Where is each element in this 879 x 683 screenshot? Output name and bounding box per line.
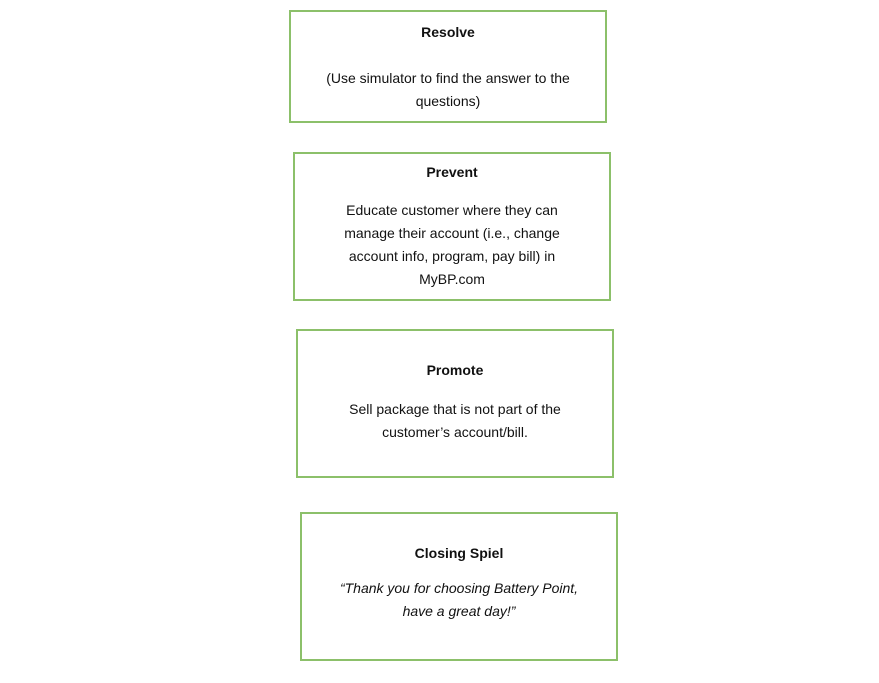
prevent-box (293, 152, 611, 301)
closing-line-1: “Thank you for choosing Battery Point, (339, 580, 579, 596)
promote-title: Promote (426, 362, 484, 378)
resolve-box (289, 10, 607, 123)
promote-box (296, 329, 614, 478)
closing-spiel-box (300, 512, 618, 661)
closing-spiel-title: Closing Spiel (414, 545, 504, 561)
prevent-line-3: account info, program, pay bill) in (348, 248, 556, 264)
promote-line-1: Sell package that is not part of the (349, 401, 561, 417)
closing-line-2: have a great day!” (402, 603, 516, 619)
prevent-line-1: Educate customer where they can (346, 202, 558, 218)
resolve-description (303, 67, 593, 113)
promote-description (325, 398, 585, 444)
promote-line-2: customer’s account/bill. (382, 424, 528, 440)
prevent-line-4: MyBP.com (419, 271, 485, 287)
prevent-title: Prevent (426, 164, 478, 180)
resolve-line-1: (Use simulator to find the answer to the (326, 70, 570, 86)
prevent-description (327, 199, 577, 291)
resolve-line-2: questions) (415, 93, 481, 109)
prevent-line-2: manage their account (i.e., change (344, 225, 560, 241)
closing-spiel-quote (314, 577, 604, 623)
resolve-title: Resolve (421, 24, 475, 40)
